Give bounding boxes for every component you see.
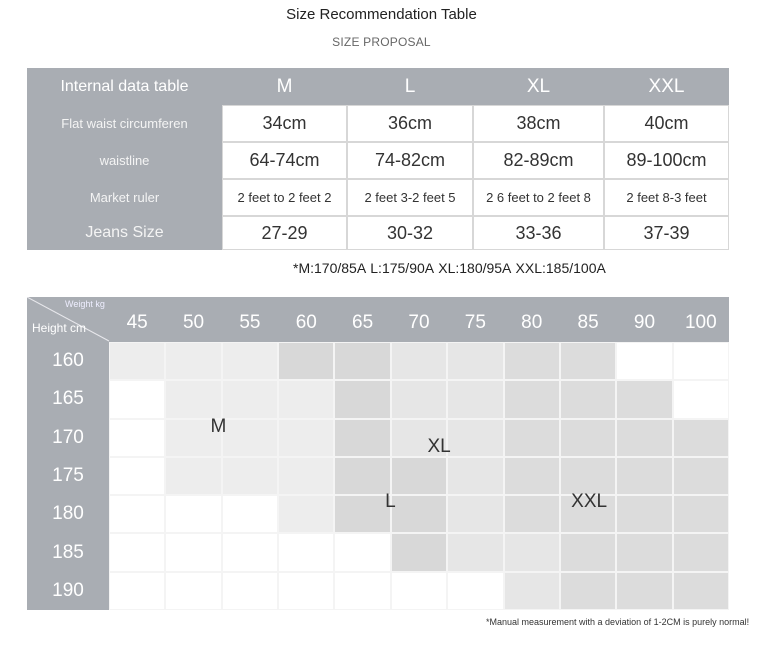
table-cell: 74-82cm (347, 142, 473, 179)
grid-cell-l (334, 342, 390, 380)
table-cell: 2 feet to 2 feet 2 (222, 179, 347, 216)
grid-cell-xxl (504, 342, 560, 380)
weight-col-header: 90 (633, 312, 656, 333)
table-cell: 34cm (222, 105, 347, 142)
table-cell: 64-74cm (222, 142, 347, 179)
table-cell: 33-36 (473, 216, 604, 250)
grid-cell-w (222, 572, 278, 610)
grid-cell-xl (447, 342, 503, 380)
size-header-xxl: XXL (604, 68, 729, 105)
zone-label-xl: XL (427, 435, 451, 457)
grid-cell-l (334, 457, 390, 495)
size-table-corner-label: Internal data table (27, 68, 222, 105)
grid-cell-w (391, 572, 447, 610)
table-cell: 30-32 (347, 216, 473, 250)
grid-cell-l (334, 380, 390, 418)
height-row-header: 185 (52, 541, 84, 563)
size-header-xl: XL (473, 68, 604, 105)
grid-cell-xxl (616, 380, 672, 418)
grid-cell-w (278, 572, 334, 610)
grid-cell-l (334, 495, 390, 533)
size-grid (27, 297, 729, 610)
grid-cell-w (334, 533, 390, 571)
weight-col-header: 75 (464, 312, 486, 333)
grid-cell-xxl (673, 495, 729, 533)
height-row-header: 175 (52, 465, 84, 486)
height-row-header: 170 (52, 426, 84, 448)
grid-cell-xxl (504, 495, 560, 533)
grid-cell-w (109, 495, 165, 533)
grid-cell-m (278, 457, 334, 495)
grid-cell-xl (447, 533, 503, 571)
grid-cell-m (165, 380, 221, 418)
table-cell: 2 6 feet to 2 feet 8 (473, 179, 604, 216)
grid-cell-w (447, 572, 503, 610)
grid-cell-m (222, 457, 278, 495)
grid-cell-w (673, 380, 729, 418)
zone-label-l: L (385, 491, 396, 513)
weight-col-header: 55 (239, 312, 261, 333)
grid-cell-w (109, 419, 165, 457)
grid-cell-l (278, 342, 334, 380)
grid-cell-m (278, 495, 334, 533)
table-cell: 2 feet 3-2 feet 5 (347, 179, 473, 216)
grid-cell-xxl (504, 380, 560, 418)
row-label: Market ruler (27, 179, 222, 216)
grid-cell-w (165, 533, 221, 571)
page-subtitle: SIZE PROPOSAL (332, 35, 431, 49)
grid-cell-xxl (504, 457, 560, 495)
weight-col-header: 50 (182, 312, 205, 333)
grid-cell-xl (447, 419, 503, 457)
weight-col-header: 85 (577, 312, 599, 333)
table-cell: 36cm (347, 105, 473, 142)
grid-cell-w (109, 533, 165, 571)
height-axis-label: Height cm (32, 321, 87, 335)
grid-cell-w (278, 533, 334, 571)
grid-cell-xxl (673, 533, 729, 571)
weight-col-header: 70 (408, 312, 430, 333)
grid-cell-w (165, 572, 221, 610)
height-row-header: 190 (52, 579, 84, 601)
grid-cell-xl (504, 533, 560, 571)
grid-cell-w (109, 457, 165, 495)
grid-cell-xl (391, 380, 447, 418)
size-header-m: M (222, 68, 347, 105)
grid-cell-xxl (616, 457, 672, 495)
grid-cell-xxl (560, 457, 616, 495)
weight-col-header: 80 (521, 312, 543, 333)
height-reference-note: *M:170/85A L:175/90A XL:180/95A XXL:185/100A (293, 260, 606, 276)
grid-cell-m (222, 380, 278, 418)
grid-cell-w (616, 342, 672, 380)
row-label: Flat waist circumferen (27, 105, 222, 142)
size-table (27, 68, 729, 250)
grid-cell-w (673, 342, 729, 380)
height-row-header: 165 (52, 388, 84, 410)
grid-cell-w (334, 572, 390, 610)
grid-cell-xxl (616, 572, 672, 610)
grid-cell-xxl (560, 419, 616, 457)
grid-cell-w (165, 495, 221, 533)
grid-cell-xl (447, 457, 503, 495)
zone-label-m: M (210, 416, 227, 438)
grid-cell-xxl (560, 572, 616, 610)
weight-col-header: 45 (126, 312, 148, 333)
grid-cell-xxl (560, 533, 616, 571)
table-cell: 40cm (604, 105, 729, 142)
grid-cell-m (222, 419, 278, 457)
grid-cell-xxl (616, 495, 672, 533)
page-title: Size Recommendation Table (286, 6, 477, 23)
grid-cell-xxl (673, 572, 729, 610)
grid-cell-m (278, 419, 334, 457)
grid-cell-xl (504, 572, 560, 610)
grid-cell-m (165, 342, 221, 380)
grid-cell-xxl (673, 419, 729, 457)
table-cell: 27-29 (222, 216, 347, 250)
grid-cell-m (165, 457, 221, 495)
grid-cell-xxl (673, 457, 729, 495)
row-label: waistline (27, 142, 222, 179)
table-cell: 2 feet 8-3 feet (604, 179, 729, 216)
grid-cell-w (222, 533, 278, 571)
height-row-header: 180 (52, 503, 84, 525)
table-cell: 38cm (473, 105, 604, 142)
grid-cell-xxl (560, 342, 616, 380)
zone-label-xxl: XXL (571, 491, 608, 513)
weight-axis-label: Weight kg (65, 299, 105, 309)
table-cell: 37-39 (604, 216, 729, 250)
grid-cell-xxl (504, 419, 560, 457)
weight-col-header: 65 (352, 312, 374, 333)
row-label: Jeans Size (27, 216, 222, 250)
grid-cell-xxl (616, 419, 672, 457)
grid-cell-w (109, 572, 165, 610)
grid-cell-xxl (560, 380, 616, 418)
grid-cell-l (391, 457, 447, 495)
grid-cell-xl (447, 380, 503, 418)
grid-cell-m (222, 342, 278, 380)
grid-cell-l (334, 419, 390, 457)
grid-cell-m (109, 342, 165, 380)
size-header-l: L (347, 68, 473, 105)
height-row-header: 160 (52, 350, 84, 372)
grid-cell-w (109, 380, 165, 418)
table-cell: 89-100cm (604, 142, 729, 179)
weight-col-header: 60 (295, 312, 317, 333)
grid-cell-l (391, 495, 447, 533)
grid-cell-l (391, 533, 447, 571)
footnote: *Manual measurement with a deviation of 1-2CM is purely normal! (486, 617, 750, 627)
grid-cell-w (222, 495, 278, 533)
table-cell: 82-89cm (473, 142, 604, 179)
grid-cell-m (278, 380, 334, 418)
weight-col-header: 100 (684, 312, 717, 333)
grid-cell-xl (391, 342, 447, 380)
grid-cell-xl (447, 495, 503, 533)
grid-cell-xxl (616, 533, 672, 571)
